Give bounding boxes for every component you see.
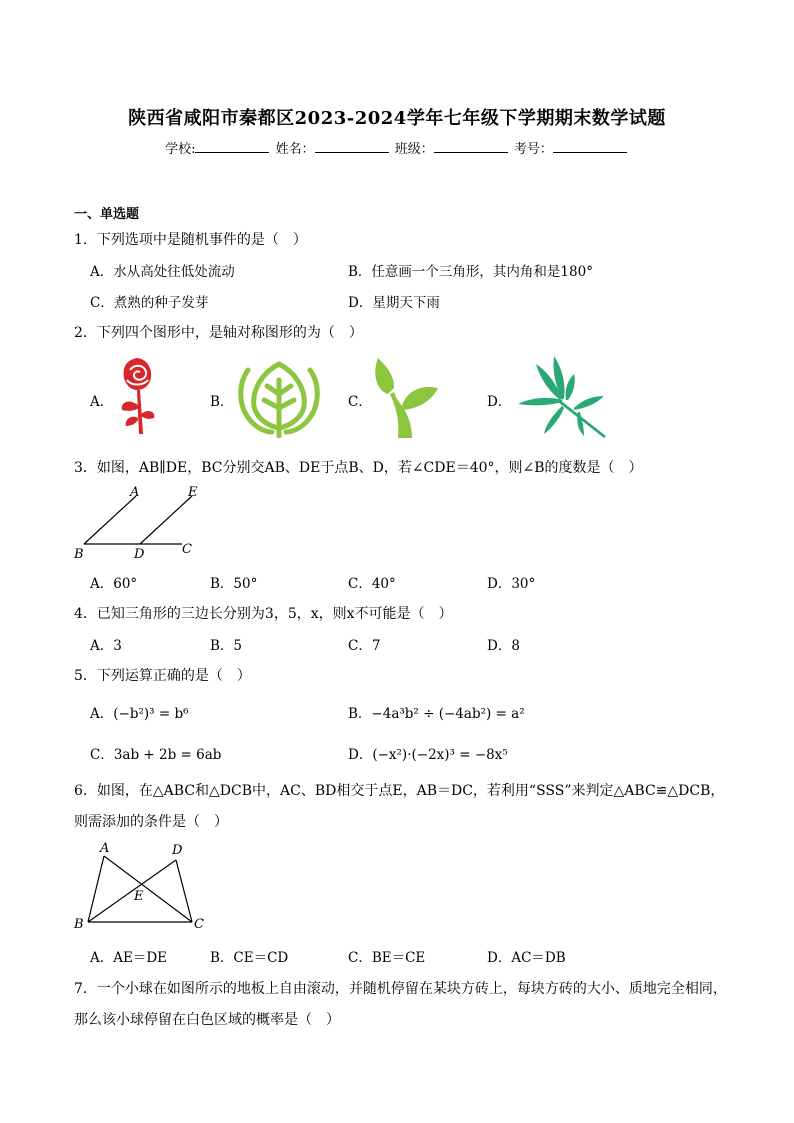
q2-stem: 2．下列四个图形中，是轴对称图形的为（ ） [74, 325, 363, 341]
q4-option-c: C．7 [348, 638, 381, 654]
number-blank [553, 140, 627, 153]
number-label: 考号： [513, 142, 553, 157]
q1-option-c: C．煮熟的种子发芽 [90, 295, 209, 311]
leaf-icon [234, 360, 324, 438]
q3-parallel-lines-figure [70, 482, 210, 562]
line-ab [84, 496, 136, 544]
q5-stem: 5．下列运算正确的是（ ） [74, 668, 251, 684]
q5-option-a: A．(−b²)³ = b⁶ [90, 706, 189, 722]
section-heading: 一、单选题 [74, 207, 140, 222]
q1-option-a: A．水从高处往低处流动 [90, 264, 235, 280]
label-e: E [188, 485, 198, 500]
class-blank [434, 140, 508, 153]
label-e: E [134, 889, 144, 904]
label-c: C [182, 542, 192, 557]
q5-option-b: B．−4a³b² ÷ (−4ab²) = a² [348, 706, 525, 722]
label-c: C [194, 917, 204, 932]
label-b: B [74, 547, 84, 562]
q2-option-c: C． [348, 394, 372, 410]
q3-option-c: C．40° [348, 576, 396, 592]
q3-option-a: A．60° [90, 576, 138, 592]
q4-option-b: B．5 [210, 638, 243, 654]
q1-option-d: D．星期天下雨 [348, 295, 440, 311]
q4-option-d: D．8 [487, 638, 520, 654]
q1-stem: 1．下列选项中是随机事件的是（ ） [74, 232, 307, 248]
bamboo-icon [516, 354, 608, 438]
q5-option-c: C．3ab + 2b = 6ab [90, 747, 222, 763]
school-blank [195, 140, 269, 153]
q3-option-b: B．50° [210, 576, 258, 592]
q7-stem-line1: 7．一个小球在如图所示的地板上自由滚动，并随机停留在某块方砖上，每块方砖的大小、质地完全相同， [74, 981, 727, 997]
q6-option-d: D．AC＝DB [487, 950, 566, 966]
label-a: A [130, 485, 140, 500]
name-label: 姓名： [275, 142, 315, 157]
school-label: 学校: [165, 142, 196, 157]
q1-option-b: B．任意画一个三角形，其内角和是180° [348, 264, 593, 280]
line-de [140, 496, 192, 544]
q3-option-d: D．30° [487, 576, 536, 592]
q6-option-b: B．CE＝CD [210, 950, 289, 966]
label-d: D [134, 547, 145, 562]
student-info-line [0, 138, 794, 157]
q4-stem: 4．已知三角形的三边长分别为3，5，x，则x不可能是（ ） [74, 606, 453, 622]
q6-stem-line1: 6．如图，在△ABC和△DCB中，AC、BD相交于点E，AB＝DC，若利用“SSS”来判定△ABC≌△DCB， [74, 783, 725, 799]
page-title: 陕西省咸阳市秦都区2023-2024学年七年级下学期期末数学试题 [128, 108, 666, 129]
q3-stem: 3．如图，AB∥DE，BC分别交AB、DE于点B、D，若∠CDE＝40°，则∠B的度数是（ ） [74, 460, 643, 476]
q4-option-a: A．3 [90, 638, 122, 654]
q6-option-a: A．AE＝DE [90, 950, 168, 966]
q2-option-d: D． [487, 394, 512, 410]
label-b: B [74, 917, 84, 932]
q6-stem-line2: 则需添加的条件是（ ） [74, 814, 228, 830]
q7-stem-line2: 那么该小球停留在白色区域的概率是（ ） [74, 1012, 340, 1028]
q2-option-a: A． [90, 394, 114, 410]
q6-triangles-figure [68, 836, 218, 936]
rose-icon [116, 356, 158, 436]
label-a: A [100, 841, 110, 856]
sprout-icon [372, 354, 444, 438]
q6-option-c: C．BE＝CE [348, 950, 426, 966]
q5-option-d: D．(−x²)·(−2x)³ = −8x⁵ [348, 747, 508, 763]
name-blank [315, 140, 389, 153]
label-d: D [172, 843, 183, 858]
q2-option-b: B． [210, 394, 234, 410]
class-label: 班级： [394, 142, 434, 157]
